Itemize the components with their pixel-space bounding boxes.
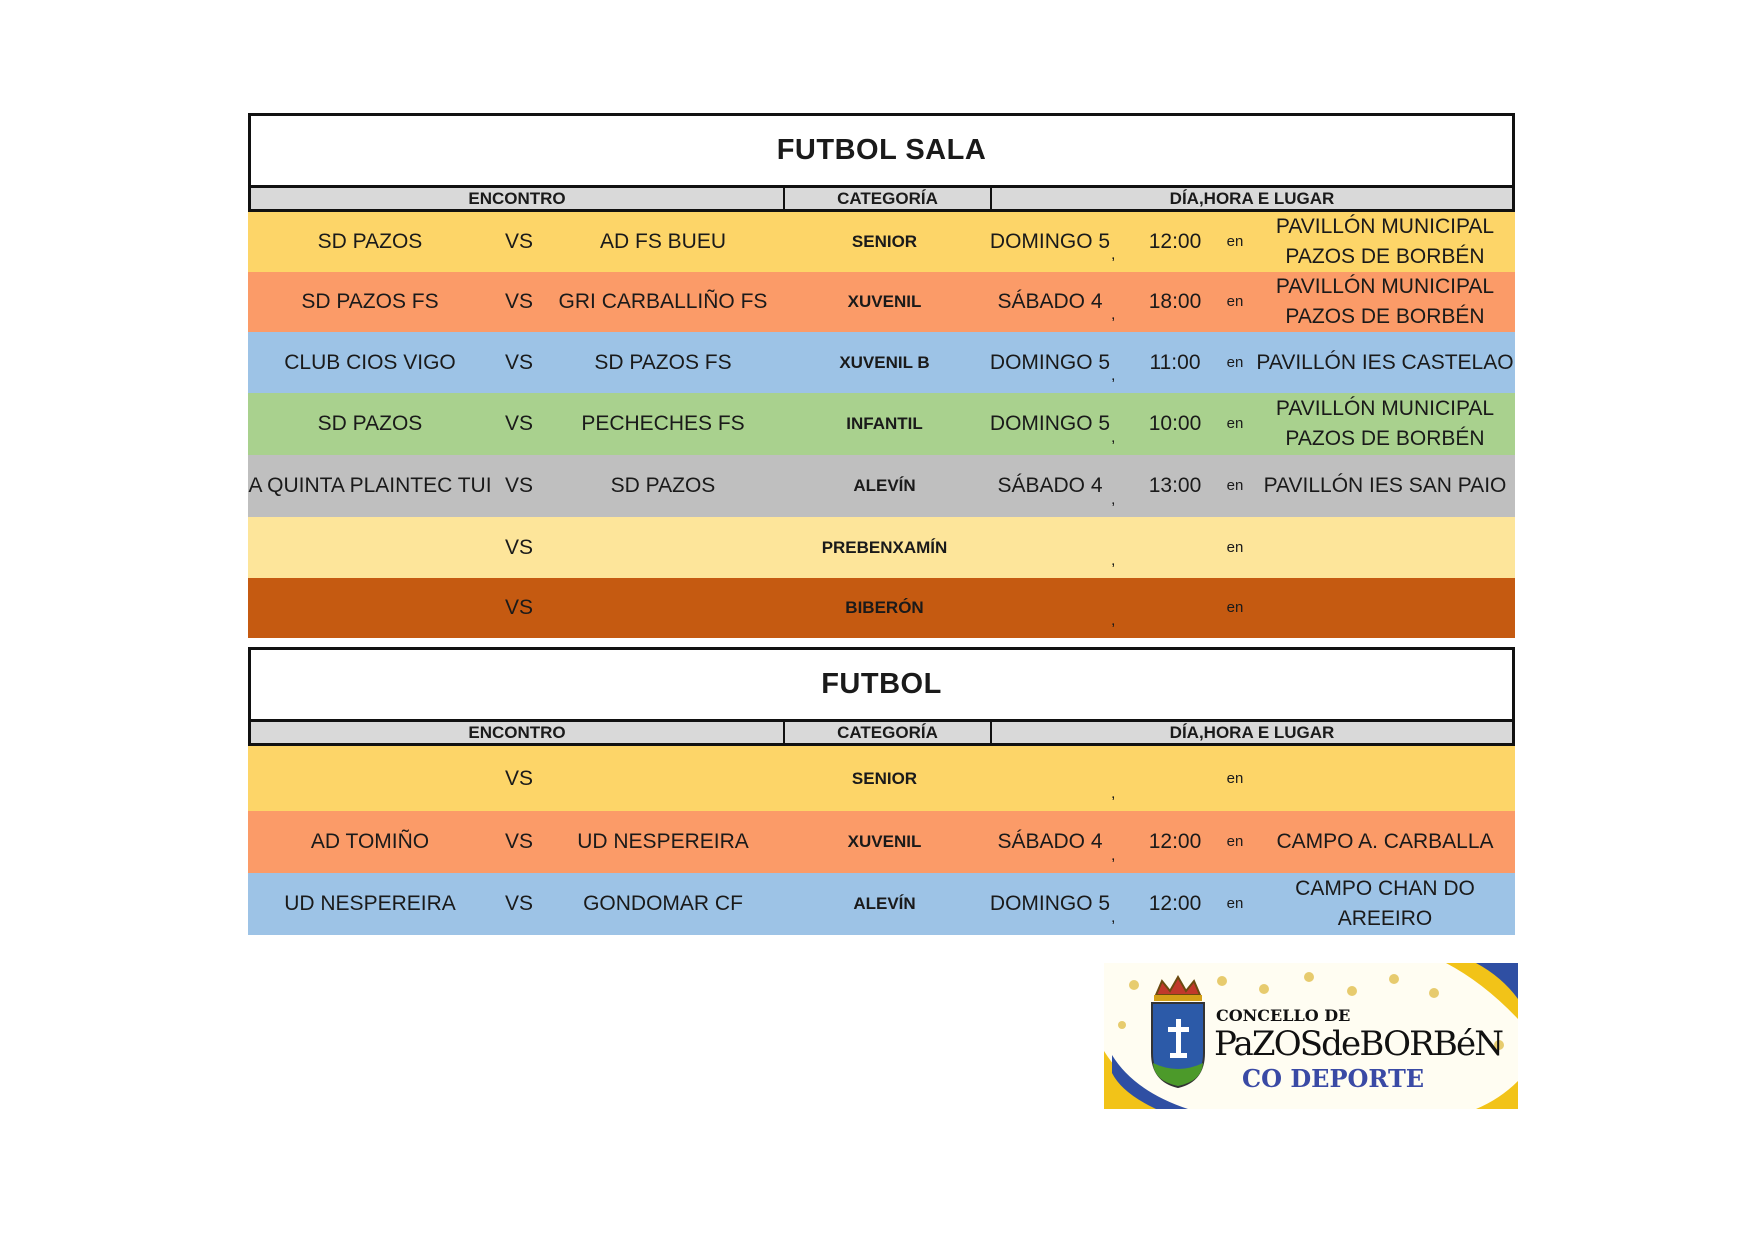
separator: ,: [1111, 612, 1116, 629]
table-row: [248, 811, 1515, 873]
category: INFANTIL: [846, 414, 923, 433]
team-home: AD TOMIÑO: [310, 830, 430, 853]
header-categoria: CATEGORÍA: [785, 188, 992, 209]
category: ALEVÍN: [853, 476, 916, 495]
team-home: SD PAZOS FS: [301, 290, 439, 313]
separator: ,: [1111, 909, 1116, 926]
separator: ,: [1111, 246, 1116, 263]
venue: CAMPO A. CARBALLA: [1276, 830, 1494, 853]
match-time: 12:00: [1148, 830, 1202, 853]
team-home: CLUB CIOS VIGO: [284, 350, 456, 374]
table-row: [248, 873, 1515, 935]
table-row: [248, 578, 1515, 638]
match-day: SÁBADO 4: [997, 290, 1103, 313]
section-title: FUTBOL: [821, 668, 942, 700]
separator: ,: [1111, 306, 1116, 323]
en-label: en: [1226, 415, 1244, 432]
header-dia-hora-lugar: DÍA,HORA E LUGAR: [1169, 188, 1335, 208]
vs-label: VS: [504, 596, 533, 619]
en-label: en: [1226, 895, 1244, 912]
logo-line2: PaZOSdeBORBéN: [1214, 1024, 1504, 1064]
table-row: [248, 332, 1515, 393]
separator: ,: [1111, 491, 1116, 508]
venue: CAMPO CHAN DO AREEIRO: [1295, 877, 1475, 930]
en-label: en: [1226, 353, 1244, 371]
vs-label: VS: [504, 766, 533, 790]
separator: ,: [1111, 785, 1116, 802]
vs-label: VS: [504, 892, 533, 915]
category: SENIOR: [851, 232, 918, 251]
vs-label: VS: [504, 474, 533, 497]
table-row: [248, 746, 1515, 811]
vs-label: VS: [504, 412, 533, 435]
match-time: 11:00: [1149, 350, 1201, 374]
match-time: 13:00: [1148, 474, 1202, 497]
vs-label: VS: [504, 830, 533, 853]
separator: ,: [1111, 552, 1116, 569]
concello-logo: [1104, 963, 1518, 1109]
category: XUVENIL: [847, 292, 922, 311]
team-home: SD PAZOS: [317, 230, 423, 253]
venue: PAVILLÓN IES CASTELAO: [1256, 350, 1514, 374]
vs-label: VS: [504, 350, 533, 374]
header-encontro: ENCONTRO: [251, 188, 785, 209]
table-row: [248, 212, 1515, 272]
header-dia-hora-lugar: DÍA,HORA E LUGAR: [1169, 722, 1335, 742]
futbol-sala-section: [248, 113, 1515, 638]
match-time: 12:00: [1148, 230, 1202, 253]
team-away: GRI CARBALLIÑO FS: [558, 290, 768, 313]
separator: ,: [1111, 847, 1116, 864]
category: XUVENIL: [847, 832, 922, 851]
logo-line1: CONCELLO DE: [1216, 1006, 1351, 1025]
en-label: en: [1226, 233, 1244, 250]
match-day: DOMINGO 5: [989, 350, 1111, 374]
logo-line3: CO DEPORTE: [1242, 1064, 1425, 1093]
match-time: 12:00: [1148, 892, 1202, 915]
team-away: SD PAZOS: [610, 474, 716, 497]
separator: ,: [1111, 367, 1116, 384]
vs-label: VS: [504, 535, 533, 559]
table-header: [248, 185, 1515, 212]
team-away: AD FS BUEU: [599, 230, 727, 253]
header-encontro: ENCONTRO: [251, 722, 785, 743]
match-day: SÁBADO 4: [997, 474, 1103, 497]
separator: ,: [1111, 429, 1116, 446]
team-home: SD PAZOS: [317, 412, 423, 435]
category: BIBERÓN: [845, 598, 924, 617]
match-day: DOMINGO 5: [989, 230, 1111, 253]
section-title-box: [248, 113, 1515, 185]
en-label: en: [1226, 599, 1244, 616]
match-day: SÁBADO 4: [997, 830, 1103, 853]
venue: PAVILLÓN MUNICIPAL PAZOS DE BORBÉN: [1275, 397, 1495, 450]
table-header: [248, 719, 1515, 746]
section-title-box: [248, 647, 1515, 719]
team-away: SD PAZOS FS: [594, 350, 732, 374]
match-time: 18:00: [1148, 290, 1202, 313]
header-categoria: CATEGORÍA: [785, 722, 992, 743]
logo-graphic: [1104, 963, 1518, 1109]
en-label: en: [1226, 538, 1244, 556]
venue: PAVILLÓN IES SAN PAIO: [1263, 474, 1507, 497]
futbol-rows: [248, 746, 1515, 935]
category: XUVENIL B: [839, 352, 930, 372]
team-away: GONDOMAR CF: [583, 892, 743, 915]
team-away: UD NESPEREIRA: [577, 830, 749, 853]
category: PREBENXAMÍN: [821, 537, 948, 557]
table-row: [248, 393, 1515, 455]
table-row: [248, 517, 1515, 578]
match-day: DOMINGO 5: [989, 412, 1111, 435]
futbol-sala-rows: [248, 212, 1515, 638]
category: ALEVÍN: [853, 894, 916, 913]
category: SENIOR: [851, 768, 918, 788]
en-label: en: [1226, 833, 1244, 850]
futbol-section: [248, 647, 1515, 935]
table-row: [248, 455, 1515, 517]
vs-label: VS: [504, 230, 533, 253]
team-home: UD NESPEREIRA: [284, 892, 456, 915]
match-time: 10:00: [1148, 412, 1202, 435]
en-label: en: [1226, 293, 1244, 310]
match-day: DOMINGO 5: [989, 892, 1111, 915]
en-label: en: [1226, 769, 1244, 787]
section-title: FUTBOL SALA: [776, 134, 987, 166]
venue: PAVILLÓN MUNICIPAL PAZOS DE BORBÉN: [1275, 275, 1495, 328]
team-home: A QUINTA PLAINTEC TUI: [248, 474, 492, 497]
en-label: en: [1226, 477, 1244, 494]
vs-label: VS: [504, 290, 533, 313]
venue: PAVILLÓN MUNICIPAL PAZOS DE BORBÉN: [1275, 215, 1495, 268]
table-row: [248, 272, 1515, 332]
team-away: PECHECHES FS: [581, 412, 745, 435]
